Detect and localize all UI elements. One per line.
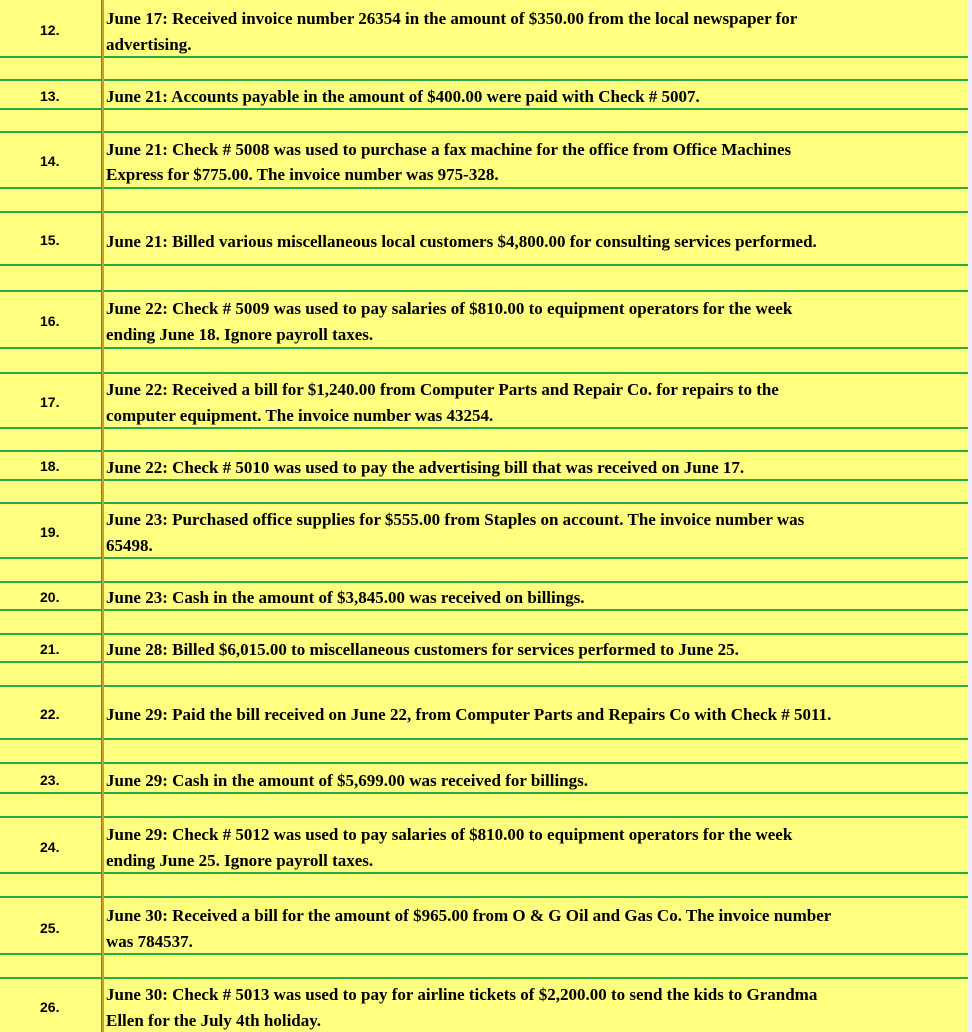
row-rule (0, 264, 968, 266)
item-line-1: June 22: Check # 5009 was used to pay salaries of $810.00 to equipment operators for the week (106, 299, 793, 318)
page-edge (968, 0, 972, 1032)
item-line-1: June 22: Check # 5010 was used to pay the advertising bill that was received on June 17. (106, 458, 745, 477)
row-rule (0, 502, 968, 504)
item-number: 21. (40, 641, 60, 657)
item-line-2: Ellen for the July 4th holiday. (106, 1011, 322, 1030)
item-line-1: June 17: Received invoice number 26354 in the amount of $350.00 from the local newspaper for (106, 9, 798, 28)
item-line-2: ending June 18. Ignore payroll taxes. (106, 325, 374, 344)
item-line-2: was 784537. (106, 932, 193, 951)
item-number: 13. (40, 88, 60, 104)
row-rule (0, 131, 968, 133)
item-line-1: June 29: Paid the bill received on June 22, from Computer Parts and Repairs Co with Check # 5011. (106, 705, 832, 724)
item-line-1: June 23: Purchased office supplies for $555.00 from Staples on account. The invoice number was (106, 510, 805, 529)
item-number: 17. (40, 394, 60, 410)
item-line-1: June 28: Billed $6,015.00 to miscellaneous customers for services performed to June 25. (106, 640, 739, 659)
row-rule (0, 685, 968, 687)
row-rule (0, 211, 968, 213)
item-number: 12. (40, 22, 60, 38)
item-line-2: advertising. (106, 35, 192, 54)
row-rule (0, 372, 968, 374)
item-line-1: June 29: Cash in the amount of $5,699.00 was received for billings. (106, 771, 589, 790)
item-number: 14. (40, 153, 60, 169)
item-number: 16. (40, 313, 60, 329)
item-line-1: June 30: Received a bill for the amount of $965.00 from O & G Oil and Gas Co. The invoice number (106, 906, 832, 925)
item-line-2: computer equipment. The invoice number was 43254. (106, 406, 494, 425)
row-rule (0, 762, 968, 764)
item-number: 19. (40, 524, 60, 540)
row-rule (0, 896, 968, 898)
item-number: 24. (40, 839, 60, 855)
row-rule (0, 79, 968, 81)
item-line-2: ending June 25. Ignore payroll taxes. (106, 851, 374, 870)
item-number: 25. (40, 920, 60, 936)
item-line-1: June 21: Billed various miscellaneous local customers $4,800.00 for consulting services performed. (106, 232, 817, 251)
row-rule (0, 738, 968, 740)
row-rule (0, 290, 968, 292)
item-number: 20. (40, 589, 60, 605)
item-line-2: 65498. (106, 536, 153, 555)
row-rule (0, 816, 968, 818)
item-line-1: June 21: Check # 5008 was used to purchase a fax machine for the office from Office Machines (106, 140, 792, 159)
row-rule (0, 450, 968, 452)
row-rule (0, 633, 968, 635)
margin-line (101, 0, 104, 1032)
row-rule (0, 977, 968, 979)
item-number: 23. (40, 772, 60, 788)
item-line-1: June 23: Cash in the amount of $3,845.00 was received on billings. (106, 588, 585, 607)
item-line-2: Express for $775.00. The invoice number was 975-328. (106, 165, 499, 184)
item-line-1: June 29: Check # 5012 was used to pay salaries of $810.00 to equipment operators for the week (106, 825, 793, 844)
item-number: 22. (40, 706, 60, 722)
item-line-1: June 22: Received a bill for $1,240.00 from Computer Parts and Repair Co. for repairs to the (106, 380, 779, 399)
item-line-1: June 30: Check # 5013 was used to pay for airline tickets of $2,200.00 to send the kids to Grandma (106, 985, 818, 1004)
item-number: 18. (40, 458, 60, 474)
item-line-1: June 21: Accounts payable in the amount of $400.00 were paid with Check # 5007. (106, 87, 700, 106)
item-number: 15. (40, 232, 60, 248)
row-rule (0, 581, 968, 583)
item-number: 26. (40, 999, 60, 1015)
